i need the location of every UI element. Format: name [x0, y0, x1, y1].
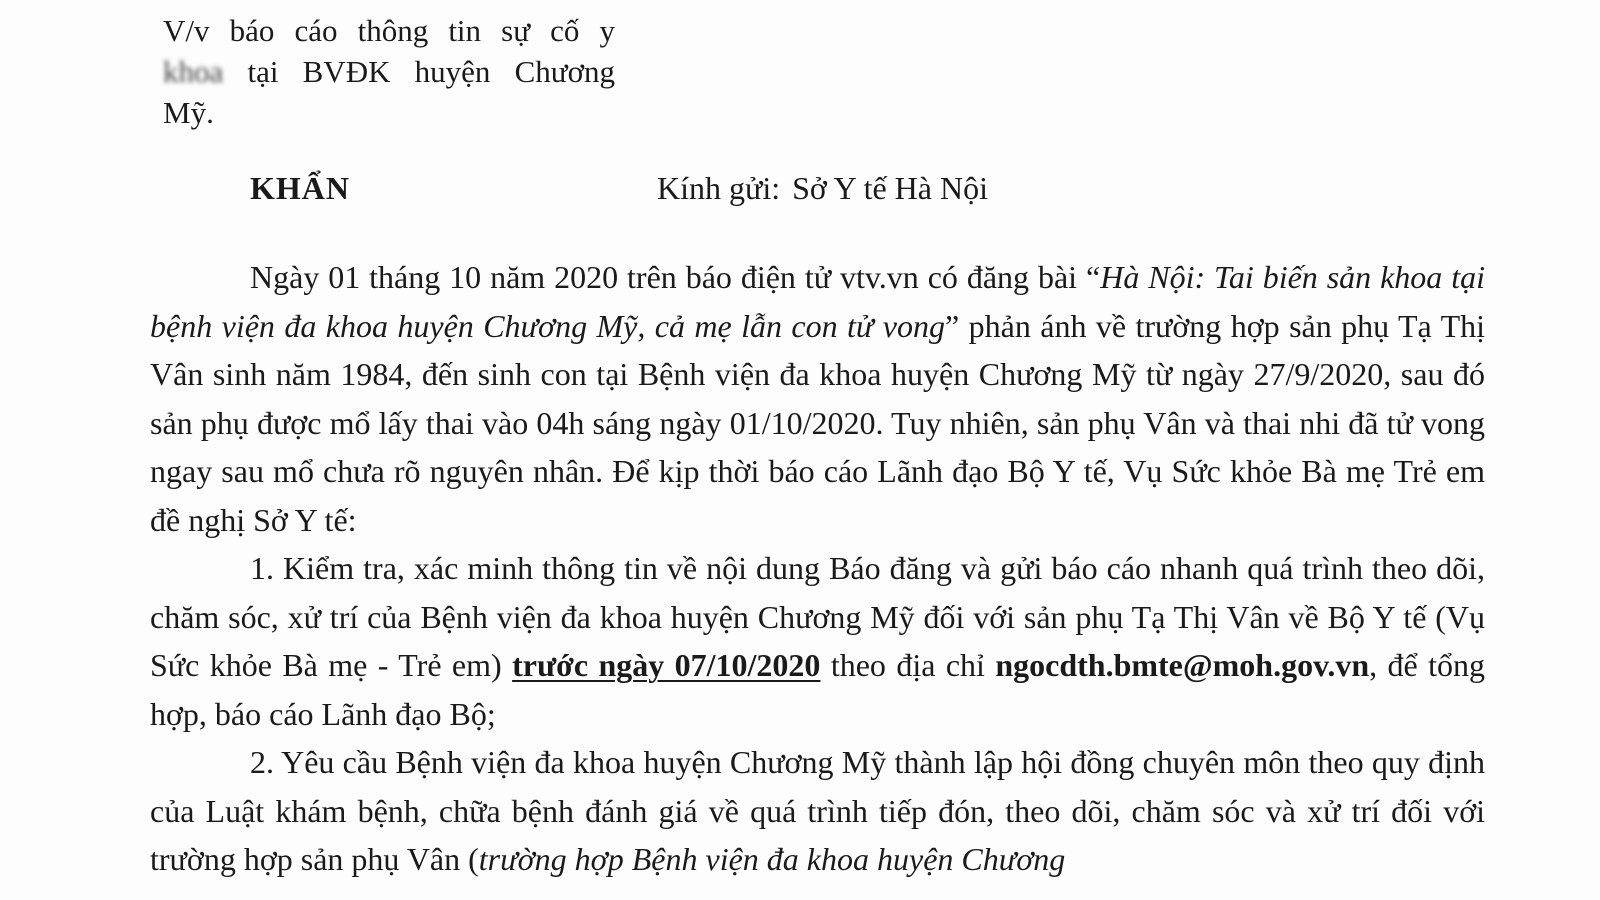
article-title: Hà Nội: Tai biến sản khoa tại bệnh viện đa khoa huyện Chương Mỹ, cả mẹ lẫn con tử vong	[150, 259, 1486, 344]
item-2-italic: trường hợp Bệnh viện đa khoa huyện Chương	[478, 841, 1066, 877]
intro-rest: ” phản ánh về trường hợp sản phụ Tạ Thị Vân sinh năm 1984, đến sinh con tại Bệnh viện đa khoa huyện Chương Mỹ từ ngày 27/9/2020, sau đó sản phụ được mổ lấy thai vào 04h sáng ngày 01/10/2020. Tuy nhiên, sản phụ Vân và thai nhi đã tử vong ngay sau mổ chưa rõ nguyên nhân. Để kịp thời báo cáo Lãnh đạo Bộ Y tế, Vụ Sức khỏe Bà mẹ Trẻ em đề nghị Sở Y tế:	[150, 307, 1486, 538]
recipient-label: Kính gửi:	[657, 170, 781, 206]
obscured-text: khoa	[163, 54, 224, 89]
paragraph-intro	[150, 253, 1485, 544]
item-1-end: , để tổng hợp, báo cáo Lãnh đạo Bộ;	[150, 647, 1486, 732]
intro-text: Ngày 01 tháng 10 năm 2020 trên báo điện tử vtv.vn có đăng bài “	[250, 259, 1101, 295]
urgency-label: KHẨN	[250, 170, 350, 206]
subject-line-1: V/v báo cáo thông tin sự cố y	[163, 13, 615, 48]
email-address: ngocdth.bmte@moh.gov.vn	[995, 647, 1370, 683]
deadline-text: trước ngày 07/10/2020	[512, 647, 821, 683]
recipient-name: Sở Y tế Hà Nội	[792, 170, 988, 206]
subject-line	[163, 10, 615, 133]
subject-line-3: Mỹ.	[163, 95, 214, 130]
item-2-text: 2. Yêu cầu Bệnh viện đa khoa huyện Chương Mỹ thành lập hội đồng chuyên môn theo quy định của Luật khám bệnh, chữa bệnh đánh giá về quá trình tiếp đón, theo dõi, chăm sóc và xử trí đối với trường hợp sản phụ Vân (	[150, 744, 1485, 877]
document-body	[150, 253, 1485, 884]
item-1-text: 1. Kiểm tra, xác minh thông tin về nội dung Báo đăng và gửi báo cáo nhanh quá trình theo dõi, chăm sóc, xử trí của Bệnh viện đa khoa huyện Chương Mỹ đối với sản phụ Tạ Thị Vân về Bộ Y tế (Vụ Sức khỏe Bà mẹ - Trẻ em)	[150, 550, 1485, 683]
subject-line-2-text: tại BVĐK huyện Chương	[223, 54, 615, 89]
item-1-mid: theo địa chỉ	[820, 647, 996, 683]
recipient-line	[657, 170, 988, 207]
paragraph-item-2	[150, 738, 1485, 884]
paragraph-item-1	[150, 544, 1485, 738]
subject-line-2	[163, 51, 615, 92]
